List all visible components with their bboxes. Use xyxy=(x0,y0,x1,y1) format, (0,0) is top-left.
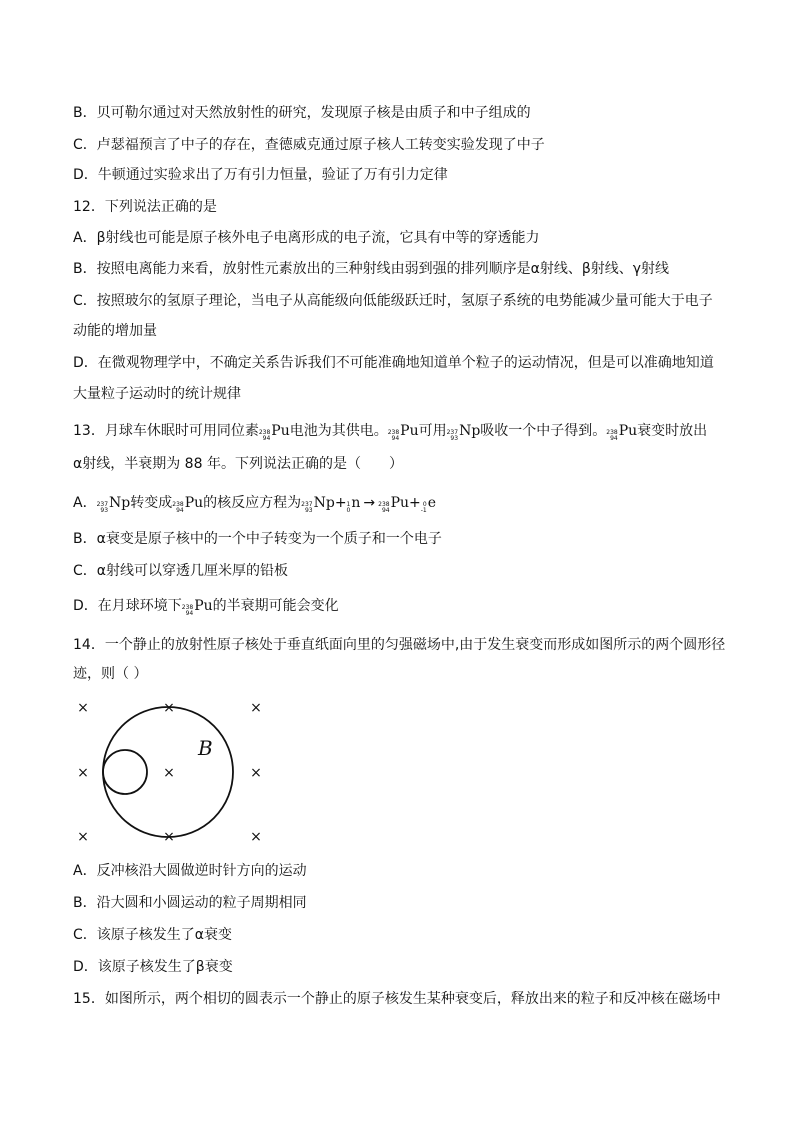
element-symbol: Pu xyxy=(390,495,410,511)
q12-option-d-line1: D．在微观物理学中，不确定关系告诉我们不可能准确地知道单个粒子的运动情况，但是可以准确地知道 xyxy=(73,355,714,371)
q13-option-b: B．α衰变是原子核中的一个中子转变为一个质子和一个电子 xyxy=(73,531,442,547)
q13-option-c: C．α射线可以穿透几厘米厚的铅板 xyxy=(73,563,289,579)
q14-option-d: D．该原子核发生了β衰变 xyxy=(73,959,233,975)
nuclide-neutron xyxy=(347,494,361,514)
element-symbol: Pu xyxy=(271,423,290,439)
mass-number: 238 xyxy=(378,501,390,508)
cross-mark: × xyxy=(77,700,89,716)
option-label: A． xyxy=(73,495,97,511)
q14-stem-line1: 14．一个静止的放射性原子核处于垂直纸面向里的匀强磁场中,由于发生衰变而形成如图所示的两个圆形径 xyxy=(73,637,726,653)
mass-number: 238 xyxy=(172,501,184,508)
q11-option-b: B．贝可勒尔通过对天然放射性的研究，发现原子核是由质子和中子组成的 xyxy=(73,105,531,121)
q13-stem-line1 xyxy=(73,422,707,442)
nuclide-pu xyxy=(378,494,409,514)
nuclide-pu xyxy=(182,597,213,617)
cross-mark: × xyxy=(250,829,262,842)
q13a-text-3: 的核反应方程为 xyxy=(203,495,302,511)
charge-number: 94 xyxy=(381,507,390,514)
plus-sign: + xyxy=(334,495,347,511)
element-symbol: e xyxy=(427,495,437,511)
q12-option-d-line2: 大量粒子运动时的统计规律 xyxy=(73,386,241,402)
q13d-text-2: 的半衰期可能会变化 xyxy=(212,598,339,614)
element-symbol: Pu xyxy=(184,495,204,511)
field-label-b: B xyxy=(198,736,213,760)
q14-option-c: C．该原子核发生了α衰变 xyxy=(73,927,233,943)
mass-number: 237 xyxy=(96,501,109,508)
cross-mark: × xyxy=(77,829,89,842)
q14-option-b: B．沿大圆和小圆运动的粒子周期相同 xyxy=(73,895,307,911)
q13-text-1: 13．月球车休眠时可用同位素 xyxy=(73,423,259,439)
q15-stem-line1: 15．如图所示，两个相切的圆表示一个静止的原子核发生某种衰变后，释放出来的粒子和反冲核在磁场中 xyxy=(73,991,721,1007)
mass-number: 238 xyxy=(181,604,194,611)
charge-number: 94 xyxy=(185,610,194,617)
q13d-text-1: D．在月球环境下 xyxy=(73,598,182,614)
q12-option-c-line2: 动能的增加量 xyxy=(73,323,157,339)
charge-number: -1 xyxy=(420,507,427,514)
q14-option-a: A．反冲核沿大圆做逆时针方向的运动 xyxy=(73,863,307,879)
small-circle-track xyxy=(103,750,147,794)
q13-text-4: 吸收一个中子得到。 xyxy=(480,423,607,439)
nuclide-np xyxy=(301,494,335,514)
nuclide-pu xyxy=(172,494,203,514)
charge-number: 93 xyxy=(450,435,459,442)
cross-mark: × xyxy=(163,765,175,781)
element-symbol: n xyxy=(351,495,361,511)
nuclide-np xyxy=(97,494,131,514)
charge-number: 0 xyxy=(346,507,351,514)
q13-option-a xyxy=(73,494,436,514)
q11-option-d: D．牛顿通过实验求出了万有引力恒量，验证了万有引力定律 xyxy=(73,167,448,183)
nuclide-electron xyxy=(421,494,436,514)
magnetic-field-figure xyxy=(68,697,268,842)
cross-mark: × xyxy=(250,700,262,716)
mass-number: 238 xyxy=(606,429,618,436)
q13-stem-line2: α射线，半衰期为 88 年。下列说法正确的是（ ） xyxy=(73,456,403,472)
q14-stem-line2: 迹，则（ ） xyxy=(73,666,148,682)
nuclide-pu xyxy=(388,422,419,442)
cross-mark: × xyxy=(250,765,262,781)
q13-option-d xyxy=(73,597,339,617)
charge-number: 94 xyxy=(176,507,184,514)
q13-text-2: 电池为其供电。 xyxy=(289,423,388,439)
nuclide-pu xyxy=(606,422,637,442)
charge-number: 94 xyxy=(391,435,400,442)
q12-stem: 12．下列说法正确的是 xyxy=(73,199,217,215)
cross-mark: × xyxy=(163,829,175,842)
element-symbol: Np xyxy=(109,495,131,511)
mass-number: 0 xyxy=(422,501,427,508)
mass-number: 238 xyxy=(387,429,400,436)
element-symbol: Np xyxy=(313,495,335,511)
mass-number: 238 xyxy=(258,429,271,436)
element-symbol: Pu xyxy=(400,423,419,439)
q12-option-a: A．β射线也可能是原子核外电子电离形成的电子流，它具有中等的穿透能力 xyxy=(73,230,540,246)
element-symbol: Np xyxy=(459,423,481,439)
q13-text-3: 可用 xyxy=(418,423,447,439)
nuclide-np xyxy=(447,422,481,442)
arrow-symbol: → xyxy=(363,495,376,511)
q12-option-b: B．按照电离能力来看，放射性元素放出的三种射线由弱到强的排列顺序是α射线、β射线、γ射线 xyxy=(73,261,670,277)
charge-number: 94 xyxy=(262,435,271,442)
charge-number: 93 xyxy=(100,507,109,514)
plus-sign: + xyxy=(409,495,421,511)
q12-option-c-line1: C．按照玻尔的氢原子理论，当电子从高能级向低能级跃迁时，氢原子系统的电势能减少量可能大于电子 xyxy=(73,293,713,309)
q13a-text-2: 转变成 xyxy=(130,495,173,511)
cross-mark: × xyxy=(77,765,89,781)
mass-number: 237 xyxy=(301,501,313,508)
mass-number: 1 xyxy=(346,501,351,508)
charge-number: 94 xyxy=(610,435,618,442)
nuclide-pu xyxy=(259,422,290,442)
charge-number: 93 xyxy=(304,507,313,514)
mass-number: 237 xyxy=(446,429,459,436)
q13-text-5: 衰变时放出 xyxy=(637,423,708,439)
element-symbol: Pu xyxy=(194,598,213,614)
cross-mark: × xyxy=(163,700,175,716)
q11-option-c: C．卢瑟福预言了中子的存在，查德威克通过原子核人工转变实验发现了中子 xyxy=(73,137,545,153)
element-symbol: Pu xyxy=(618,423,638,439)
